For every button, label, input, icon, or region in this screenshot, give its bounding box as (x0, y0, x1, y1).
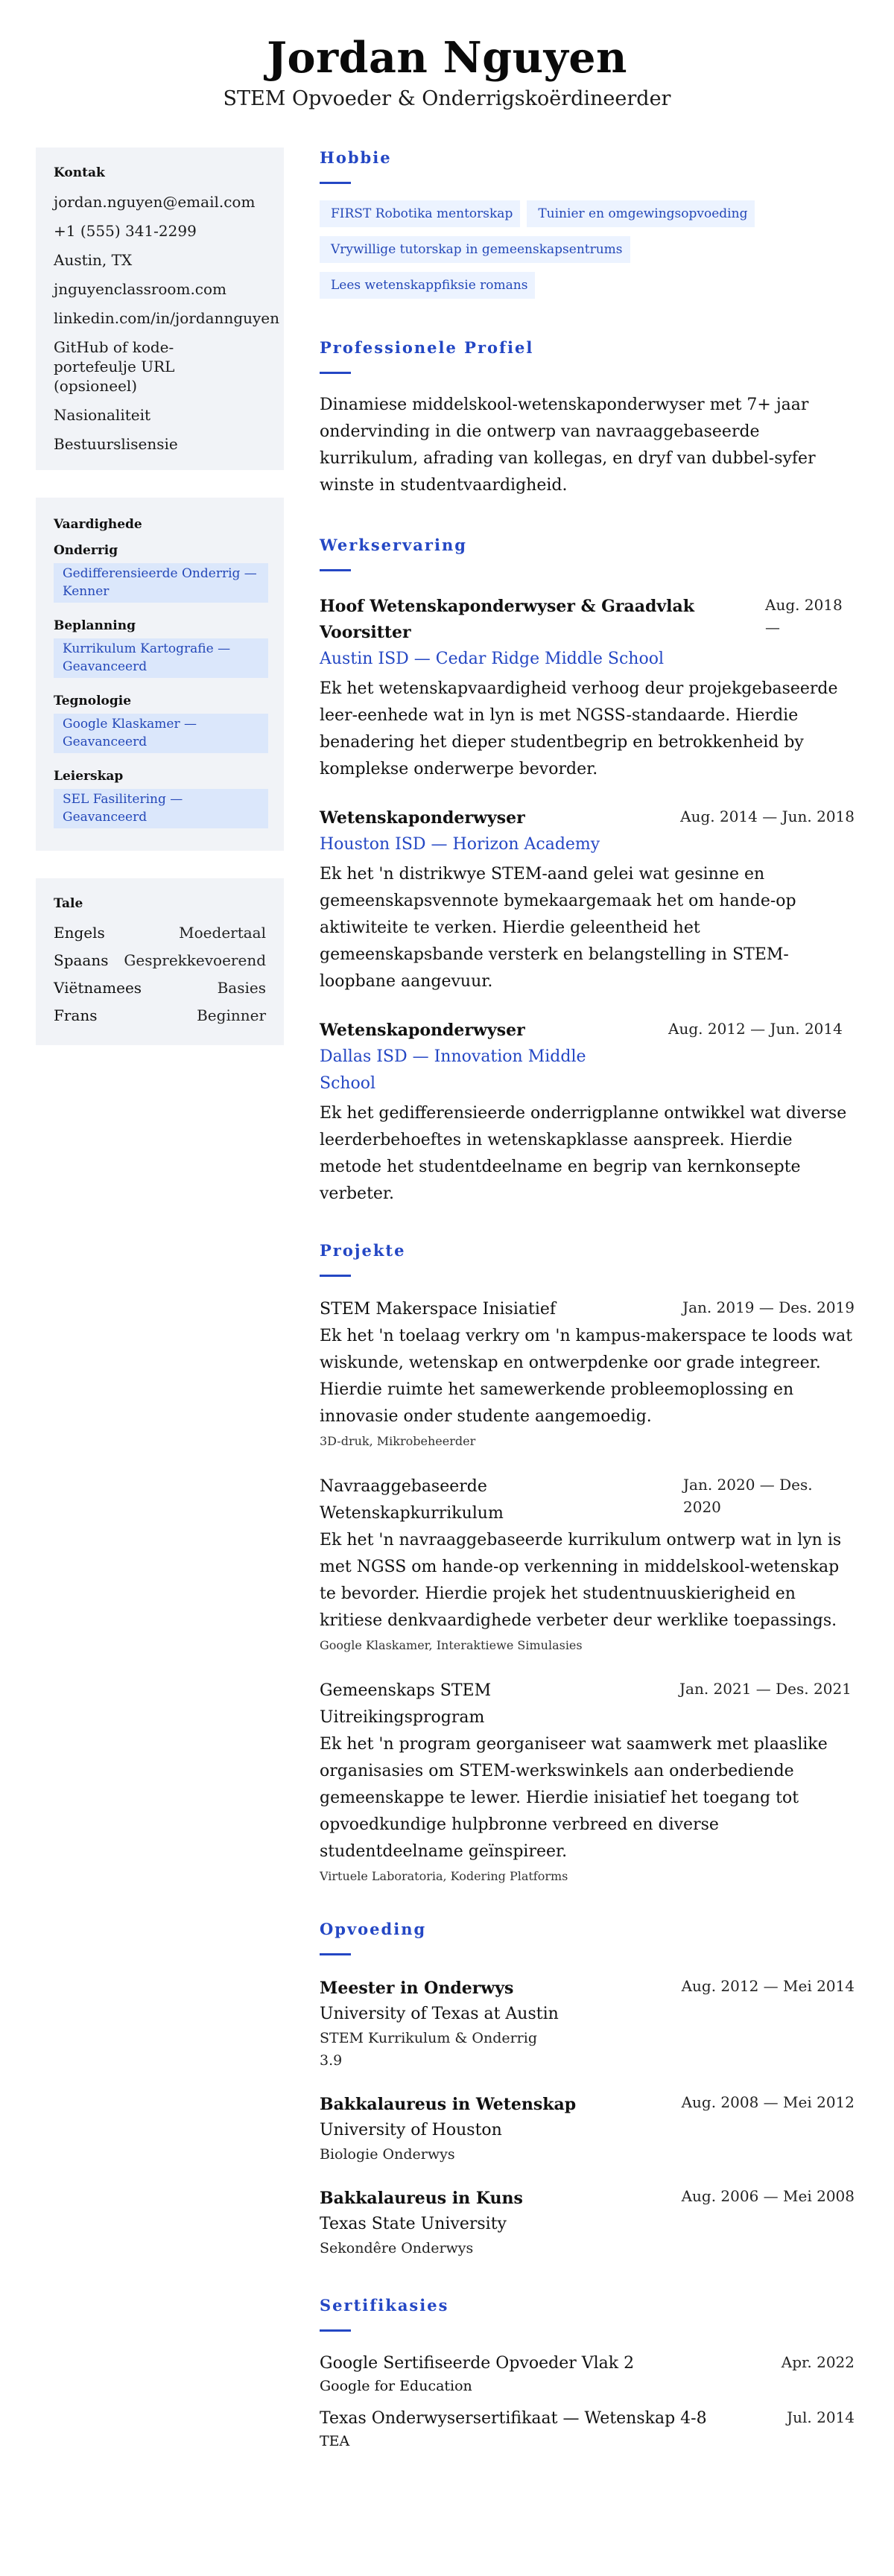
skill-chip: Kurrikulum Kartografie — Geavanceerd (54, 638, 268, 678)
project-description: Ek het 'n navraaggebaseerde kurrikulum ontwerp wat in lyn is met NGSS om hande-op verkenning in middelskool-wetenskap te bevorder. Hierdie projek het studentnuuskierigheid en kritiese denkvaardighede verbeter deur werklike toepassings. (320, 1531, 842, 1630)
contact-drivers-license: Bestuurslisensie (54, 435, 178, 453)
contact-heading: Kontak (54, 165, 105, 180)
project-description: Ek het 'n program georganiseer wat saamwerk met plaaslike organisasies om STEM-werkswinkels aan onderbediende gemeenskappe te lewer. Hierdie inisiatief het toegang tot opvoedkundige hulpbronne verbreed en diverse studentdeelname geïnspireer. (320, 1735, 828, 1861)
hobby-chip: Lees wetenskappfiksie romans (320, 272, 535, 299)
school: University of Texas at Austin (320, 2005, 559, 2023)
job-title: Hoof Wetenskaponderwyser & Graadvlak Voorsitter (320, 597, 695, 642)
language-level: Basies (217, 979, 266, 997)
contact-phone: +1 (555) 341-2299 (54, 222, 197, 240)
skill-group-name: Onderrig (54, 543, 118, 558)
language-level: Beginner (197, 1006, 266, 1024)
job-date: Aug. 2014 — Jun. 2018 (680, 808, 855, 825)
certification-issuer: TEA (320, 2433, 350, 2449)
language-row (54, 923, 266, 942)
hobbies-section (320, 147, 855, 299)
education-entry (320, 2185, 855, 2259)
gpa: 3.9 (320, 2052, 343, 2069)
project-title: STEM Makerspace Inisiatief (320, 1300, 557, 1319)
certification-header (320, 2351, 855, 2376)
profile-summary: Dinamiese middelskool-wetenskaponderwyser met 7+ jaar ondervinding in die ontwerp van navraaggebaseerde kurrikulum, afrading van kollegas, en dryf van dubbel-syfer winste in studentvaardigheid. (320, 396, 816, 495)
language-row (54, 978, 266, 997)
skill-group (54, 542, 266, 603)
project-title: Gemeenskaps STEM Uitreikingsprogram (320, 1681, 492, 1727)
section-divider (320, 569, 351, 571)
language-row (54, 1006, 266, 1025)
education-section (320, 1919, 855, 2259)
main-content (320, 147, 855, 2481)
contact-nationality: Nasionaliteit (54, 406, 151, 424)
job-description: Ek het wetenskapvaardigheid verhoog deur projekgebaseerde leer-eenhede wat in lyn is met NGSS-standaarde. Hierdie benadering het dieper studentbegrip en betrokkenheid by komplekse onderwerpe bevorder. (320, 679, 838, 778)
job-title: Wetenskaponderwyser (320, 1021, 525, 1040)
project-tech: Google Klaskamer, Interaktiewe Simulasies (320, 1638, 583, 1652)
job-company: Austin ISD — Cedar Ridge Middle School (320, 650, 664, 668)
project-date: Jan. 2019 — Des. 2019 (682, 1298, 855, 1316)
job-description: Ek het 'n distrikwye STEM-aand gelei wat gesinne en gemeenskapsvennote bymekaargemaak het om hande-op aktiwiteite te verken. Hierdie geleentheid het gemeenskapsbande versterk en belangstelling in STEM-loopbane aangevuur. (320, 865, 796, 991)
section-divider (320, 372, 351, 374)
skills-card (36, 498, 284, 851)
languages-card (36, 878, 284, 1045)
skill-group-name: Tegnologie (54, 694, 132, 708)
sidebar (36, 147, 284, 2481)
job-entry (320, 1018, 855, 1208)
contact-card (36, 147, 284, 470)
certification-issuer: Google for Education (320, 2378, 472, 2394)
degree: Meester in Onderwys (320, 1979, 514, 1998)
section-divider (320, 2329, 351, 2332)
field-of-study: Biologie Onderwys (320, 2146, 455, 2163)
section-title: Projekte (320, 1241, 406, 1260)
field-of-study: STEM Kurrikulum & Onderrig (320, 2030, 538, 2046)
candidate-name: Jordan Nguyen (267, 33, 627, 83)
certification-entry (320, 2351, 855, 2396)
job-description: Ek het gedifferensieerde onderrigplanne ontwikkel wat diverse leerderbehoeftes in wetenskapklasse aanspreek. Hierdie metode het studentdeelname en begrip van kernkonsepte verbeter. (320, 1104, 847, 1203)
education-header (320, 2185, 855, 2212)
language-name: Viëtnamees (54, 979, 142, 997)
skill-group-name: Leierskap (54, 769, 124, 784)
education-header (320, 1975, 855, 2002)
job-header (320, 805, 855, 831)
education-header (320, 2091, 855, 2118)
section-divider (320, 1953, 351, 1955)
project-tech: Virtuele Laboratoria, Kodering Platforms (320, 1869, 568, 1883)
school: Texas State University (320, 2215, 507, 2233)
resume-body (0, 147, 894, 2481)
project-header (320, 1296, 855, 1323)
certification-entry (320, 2406, 855, 2451)
resume-header (0, 0, 894, 147)
project-tech: 3D-druk, Mikrobeheerder (320, 1434, 476, 1448)
section-title: Opvoeding (320, 1920, 427, 1938)
project-entry (320, 1678, 855, 1886)
certification-name: Google Sertifiseerde Opvoeder Vlak 2 (320, 2354, 635, 2373)
language-row (54, 951, 266, 970)
hobby-chip: Tuinier en omgewingsopvoeding (527, 200, 755, 227)
degree: Bakkalaureus in Kuns (320, 2189, 523, 2208)
candidate-title: STEM Opvoeder & Onderrigskoërdineerder (223, 87, 671, 110)
job-entry (320, 594, 855, 783)
hobby-chip: FIRST Robotika mentorskap (320, 200, 520, 227)
education-date: Aug. 2006 — Mei 2008 (681, 2187, 855, 2205)
job-date: Aug. 2018 — (765, 596, 843, 636)
section-divider (320, 182, 351, 184)
education-date: Aug. 2008 — Mei 2012 (681, 2093, 855, 2111)
skill-group (54, 618, 266, 678)
language-name: Frans (54, 1006, 98, 1024)
skill-group (54, 768, 266, 828)
contact-github: GitHub of kode-portefeulje URL (opsioneel) (54, 338, 175, 395)
project-date: Jan. 2021 — Des. 2021 (679, 1680, 852, 1698)
project-header (320, 1678, 855, 1731)
education-date: Aug. 2012 — Mei 2014 (681, 1977, 855, 1995)
profile-section (320, 337, 855, 499)
skill-chip: Gedifferensieerde Onderrig — Kenner (54, 563, 268, 603)
skill-chip: SEL Fasilitering — Geavanceerd (54, 789, 268, 828)
job-entry (320, 805, 855, 995)
job-heading-block (320, 594, 737, 646)
job-header (320, 594, 855, 646)
contact-location: Austin, TX (54, 251, 133, 269)
contact-website[interactable]: jnguyenclassroom.com (54, 280, 227, 298)
languages-heading: Tale (54, 896, 83, 911)
projects-section (320, 1240, 855, 1886)
field-of-study: Sekondêre Onderwys (320, 2240, 474, 2256)
section-divider (320, 1275, 351, 1277)
section-title: Werkservaring (320, 536, 467, 554)
certification-name: Texas Onderwysersertifikaat — Wetenskap 4-8 (320, 2409, 707, 2428)
language-level: Gesprekkevoerend (124, 951, 266, 969)
skills-heading: Vaardighede (54, 517, 142, 532)
certifications-section (320, 2295, 855, 2451)
language-level: Moedertaal (179, 924, 266, 942)
job-header (320, 1018, 855, 1097)
skill-chip: Google Klaskamer — Geavanceerd (54, 714, 268, 753)
contact-email[interactable]: jordan.nguyen@email.com (54, 193, 256, 211)
school: University of Houston (320, 2121, 502, 2139)
project-entry (320, 1473, 855, 1655)
job-company: Dallas ISD — Innovation Middle School (320, 1047, 586, 1093)
education-entry (320, 1975, 855, 2072)
project-date: Jan. 2020 — Des. 2020 (683, 1476, 813, 1516)
certification-header (320, 2406, 855, 2431)
experience-section (320, 535, 855, 1208)
project-header (320, 1473, 855, 1527)
language-name: Spaans (54, 951, 109, 969)
job-company: Houston ISD — Horizon Academy (320, 835, 600, 854)
certification-date: Jul. 2014 (787, 2408, 855, 2426)
job-heading-block (320, 1018, 633, 1097)
project-entry (320, 1296, 855, 1451)
job-date: Aug. 2012 — Jun. 2014 (668, 1020, 843, 1038)
skill-group-name: Beplanning (54, 618, 136, 633)
project-title: Navraaggebaseerde Wetenskapkurrikulum (320, 1477, 504, 1523)
job-title: Wetenskaponderwyser (320, 808, 525, 828)
section-title: Sertifikasies (320, 2296, 449, 2315)
skill-group (54, 693, 266, 753)
certification-date: Apr. 2022 (781, 2353, 855, 2371)
project-description: Ek het 'n toelaag verkry om 'n kampus-makerspace te loods wat wiskunde, wetenskap en ontwerpdenke oor grade integreer. Hierdie ruimte het samewerkende probleemoplossing en innovasie onder studente aangemoedig. (320, 1327, 853, 1426)
degree: Bakkalaureus in Wetenskap (320, 2095, 577, 2114)
contact-linkedin[interactable]: linkedin.com/in/jordannguyen (54, 309, 280, 327)
hobby-chip: Vrywillige tutorskap in gemeenskapsentrums (320, 236, 630, 263)
language-name: Engels (54, 924, 105, 942)
section-title: Hobbie (320, 148, 392, 167)
hobby-chips (320, 200, 841, 299)
section-title: Professionele Profiel (320, 338, 534, 357)
education-entry (320, 2091, 855, 2166)
